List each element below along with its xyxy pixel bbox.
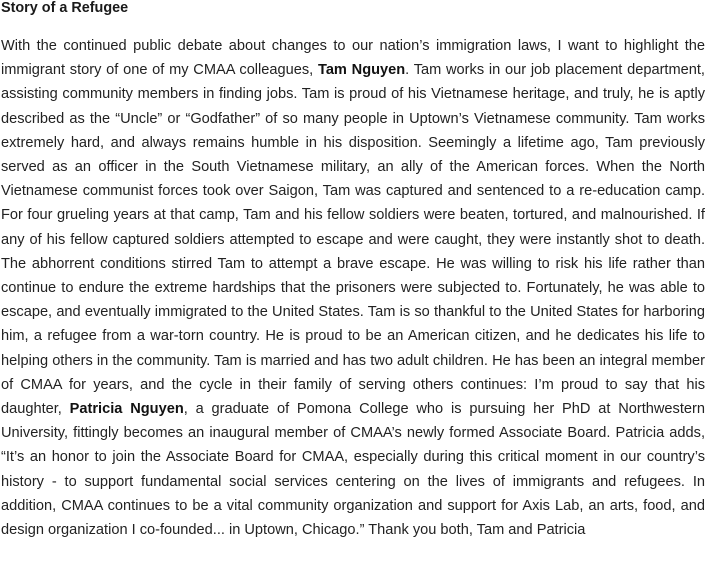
body-segment: , a graduate of Pomona College who is pursuing her PhD at Northwestern University, fittingly becomes an inaugural member of CMAA’s newly formed Associate Board. Patricia adds, “It’s an honor to join the Associate Board for CMAA, especially during this critical moment in our country’s history - to support fundamental social services centering on the lives of immigrants and refugees. In addition, CMAA continues to be a vital community organization and support for Axis Lab, an arts, food, and design organization I co-founded... in Uptown, Chicago.” Thank you both, Tam and Patricia	[1, 401, 705, 539]
article-body	[1, 34, 705, 542]
article-title: Story of a Refugee	[1, 0, 129, 16]
person-name-tam: Tam Nguyen	[317, 62, 406, 79]
body-segment: . Tam works in our job placement department, assisting community members in finding jobs. Tam is proud of his Vietnamese heritage, and truly, he is aptly described as the “Uncle” or “Godfather” of so many people in Uptown’s Vietnamese community. Tam works extremely hard, and always remains humble in his disposition. Seemingly a lifetime ago, Tam previously served as an officer in the South Vietnamese military, an ally of the American forces. When the North Vietnamese communist forces took over Saigon, Tam was captured and sentenced to a re-education camp. For four grueling years at that camp, Tam and his fellow soldiers were beaten, tortured, and malnourished. If any of his fellow captured soldiers attempted to escape and were caught, they were instantly shot to death. The abhorrent conditions stirred Tam to attempt a brave escape. He was willing to risk his life rather than continue to endure the extreme hardships that the prisoners were subjected to. Fortunately, he was able to escape, and eventually immigrated to the United States. Tam is so thankful to the United States for harboring him, a refugee from a war-torn country. He is proud to be an American citizen, and he dedicates his life to helping others in the community. Tam is married and has two adult children. He has been an integral member of CMAA for years, and the cycle in their family of serving others continues: I’m proud to say that his daughter,	[1, 62, 705, 418]
person-name-patricia: Patricia Nguyen	[69, 401, 184, 418]
body-segment: With the continued public debate about changes to our nation’s immigration laws, I want to highlight the immigrant story of one of my CMAA colleagues,	[1, 38, 705, 79]
